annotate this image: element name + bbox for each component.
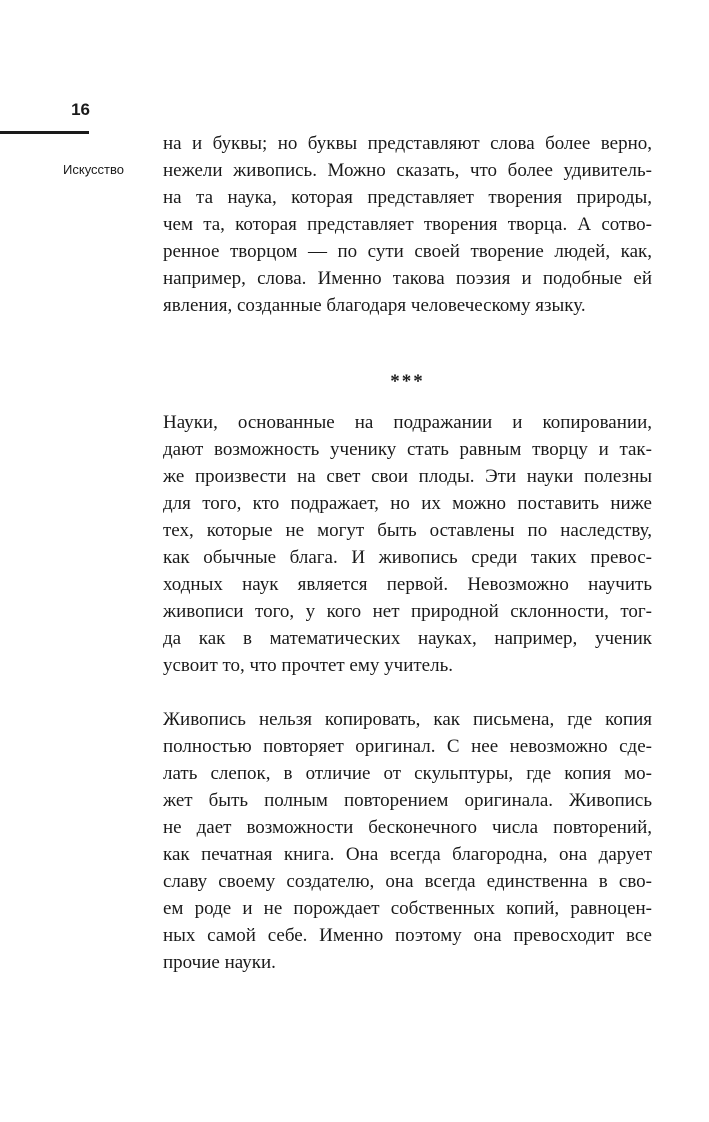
text-line: явления, созданные благодаря человеческому языку.	[163, 295, 586, 316]
text-line: не дает возможности бесконечного числа повторений,	[163, 817, 652, 838]
text-line: на та наука, которая представляет творения природы,	[163, 187, 652, 208]
text-line: да как в математических науках, например, ученик	[163, 628, 652, 649]
text-line: как обычные блага. И живопись среди таких превос-	[163, 547, 652, 568]
section-label: Искусство	[63, 162, 124, 177]
text-line: славу своему создателю, она всегда единственна в сво-	[163, 871, 652, 892]
text-line: на и буквы; но буквы представляют слова более верно,	[163, 133, 652, 154]
text-line: лать слепок, в отличие от скульптуры, где копия мо-	[163, 763, 652, 784]
text-line: ренное творцом — по сути своей творение людей, как,	[163, 241, 652, 262]
text-line: например, слова. Именно такова поэзия и подобные ей	[163, 268, 652, 289]
paragraph-2	[163, 409, 652, 679]
text-line: живописи того, у кого нет природной склонности, тог-	[163, 601, 652, 622]
text-line: Науки, основанные на подражании и копировании,	[163, 412, 652, 433]
text-line: же произвести на свет свои плоды. Эти науки полезны	[163, 466, 652, 487]
text-line: как печатная книга. Она всегда благородна, она дарует	[163, 844, 652, 865]
text-line: полностью повторяет оригинал. С нее невозможно сде-	[163, 736, 652, 757]
text-line: ем роде и не порождает собственных копий, равноцен-	[163, 898, 652, 919]
text-line: ных самой себе. Именно поэтому она превосходит все	[163, 925, 652, 946]
text-line: тех, которые не могут быть оставлены по наследству,	[163, 520, 652, 541]
text-line: жет быть полным повторением оригинала. Живопись	[163, 790, 652, 811]
page-number: 16	[71, 100, 90, 119]
paragraph-1	[163, 130, 652, 319]
text-line: усвоит то, что прочтет ему учитель.	[163, 655, 453, 676]
text-line: для того, кто подражает, но их можно поставить ниже	[163, 493, 652, 514]
section-separator: ***	[390, 371, 425, 392]
header-rule	[0, 131, 89, 134]
text-line: прочие науки.	[163, 952, 276, 973]
paragraph-3	[163, 706, 652, 976]
text-line: чем та, которая представляет творения творца. А сотво-	[163, 214, 652, 235]
text-line: ходных наук является первой. Невозможно научить	[163, 574, 652, 595]
text-line: дают возможность ученику стать равным творцу и так-	[163, 439, 652, 460]
text-line: нежели живопись. Можно сказать, что более удивитель-	[163, 160, 652, 181]
text-line: Живопись нельзя копировать, как письмена, где копия	[163, 709, 652, 730]
